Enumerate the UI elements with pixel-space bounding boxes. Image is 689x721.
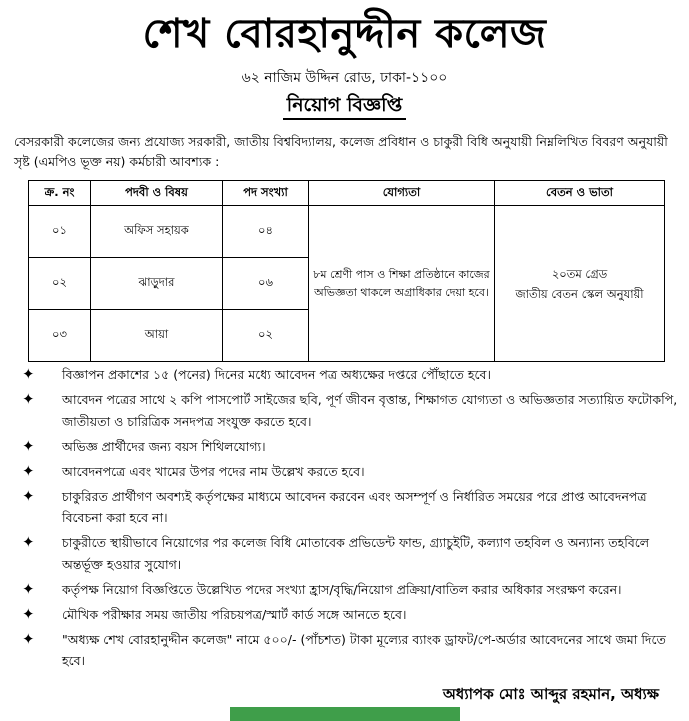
header-post: পদবী ও বিষয় [91, 181, 223, 206]
row-count: ০৪ [223, 206, 309, 258]
row-post: অফিস সহায়ক [91, 206, 223, 258]
conditions-list [14, 364, 680, 675]
rule-text: চাকুরীতে স্থায়ীভাবে নিয়োগের পর কলেজ বিধি মোতাবেক প্রভিডেন্ট ফান্ড, গ্র্যাচুইটি, কল্যাণ তহবিল ও অন্যান্য তহবিলে অন্তর্ভূক্ত হওয়ার সুযোগ। [62, 535, 650, 572]
notice-title: নিয়োগ বিজ্ঞপ্তি [283, 93, 406, 120]
star-bullet-icon: ✦ [22, 533, 35, 551]
star-bullet-icon: ✦ [22, 629, 35, 648]
salary-scale: জাতীয় বেতন স্কেল অনুযায়ী [515, 286, 644, 301]
rule-text: মৌখিক পরীক্ষার সময় জাতীয় পরিচয়পত্র/স্মার্ট কার্ড সঙ্গে আনতে হবে। [62, 606, 407, 622]
row-post: আয়া [91, 310, 223, 362]
star-bullet-icon: ✦ [22, 436, 35, 455]
list-item [14, 436, 680, 458]
star-bullet-icon: ✦ [22, 486, 35, 505]
row-count: ০২ [223, 310, 309, 362]
list-item [14, 532, 680, 575]
header-serial: ক্র. নং [29, 181, 91, 206]
college-address: ৬২ নাজিম উদ্দিন রোড, ঢাকা-১১০০ [241, 70, 448, 86]
salary-grade: ২০তম গ্রেড [551, 266, 608, 281]
list-item [14, 389, 680, 432]
list-item [14, 364, 680, 386]
row-post: ঝাড়ুদার [91, 258, 223, 310]
header-salary: বেতন ও ভাতা [495, 181, 665, 206]
notice-heading [0, 93, 689, 120]
star-bullet-icon: ✦ [22, 365, 35, 383]
list-item [14, 604, 680, 626]
list-item [14, 461, 680, 483]
row-count: ০৬ [223, 258, 309, 310]
row-serial: ০১ [29, 206, 91, 258]
list-item [14, 579, 680, 601]
qualification-cell: ৮ম শ্রেণী পাস ও শিক্ষা প্রতিষ্ঠানে কাজের অভিজ্ঞতা থাকলে অগ্রাধিকার দেয়া হবে। [309, 206, 495, 362]
intro-paragraph: বেসরকারী কলেজের জন্য প্রযোজ্য সরকারী, জাতীয় বিশ্ববিদ্যালয়, কলেজ প্রবিধান ও চাকুরী বিধি অনুযায়ী নিম্নলিখিত বিবরণ অনুযায়ী সৃষ্ট (এমপিও ভূক্ত নয়) কর্মচারী আবশ্যক : [14, 134, 668, 169]
rule-text: "অধ্যক্ষ শেখ বোরহানুদ্দীন কলেজ" নামে ৫০০/- (পাঁচশত) টাকা মূল্যের ব্যাংক ড্রাফট/পে-অর্ডার আবেদনের সাথে জমা দিতে হবে। [62, 631, 666, 668]
rule-text: অভিজ্ঞ প্রার্থীদের জন্য বয়স শিথিলযোগ্য। [62, 438, 266, 454]
rule-text: আবেদন পত্রের সাথে ২ কপি পাসপোর্ট সাইজের ছবি, পূর্ণ জীবন বৃত্তান্ত, শিক্ষাগত যোগ্যতা ও অভিজ্ঞতার সত্যায়িত ফটোকপি, জাতীয়তা ও চারিত্রিক সনদপত্র সংযুক্ত করতে হবে। [62, 392, 678, 429]
star-bullet-icon: ✦ [22, 604, 35, 623]
row-serial: ০২ [29, 258, 91, 310]
star-bullet-icon: ✦ [22, 579, 35, 598]
star-bullet-icon: ✦ [22, 390, 35, 408]
rule-text: বিজ্ঞাপন প্রকাশের ১৫ (পনের) দিনের মধ্যে আবেদন পত্র অধ্যক্ষের দপ্তরে পৌঁছাতে হবে। [62, 367, 491, 382]
college-name: শেখ বোরহানুদ্দীন কলেজ [142, 11, 547, 57]
star-bullet-icon: ✦ [22, 461, 35, 480]
list-item [14, 486, 680, 529]
header-qualification: যোগ্যতা [309, 181, 495, 206]
salary-cell [495, 206, 665, 362]
principal-signature: অধ্যাপক মোঃ আব্দুর রহমান, অধ্যক্ষ [442, 685, 659, 703]
vacancy-table [28, 180, 665, 362]
header-count: পদ সংখ্যা [223, 181, 309, 206]
rule-text: চাকুরিরত প্রার্থীগণ অবশ্যই কর্তৃপক্ষের মাধ্যমে আবেদন করবেন এবং অসম্পূর্ণ ও নির্ধারিত সময়ের পরে প্রাপ্ত আবেদনপত্র বিবেচনা করা হবে না। [62, 488, 647, 525]
newspaper-logo-strip [230, 707, 460, 721]
rule-text: কর্তৃপক্ষ নিয়োগ বিজ্ঞপ্তিতে উল্লেখিত পদের সংখ্যা হ্রাস/বৃদ্ধি/নিয়োগ প্রক্রিয়া/বাতিল করার অধিকার সংরক্ষণ করেন। [62, 581, 622, 597]
list-item [14, 629, 680, 672]
row-serial: ০৩ [29, 310, 91, 362]
rule-text: আবেদনপত্রে এবং খামের উপর পদের নাম উল্লেখ করতে হবে। [62, 463, 365, 479]
table-row [29, 206, 665, 258]
table-header-row [29, 181, 665, 206]
